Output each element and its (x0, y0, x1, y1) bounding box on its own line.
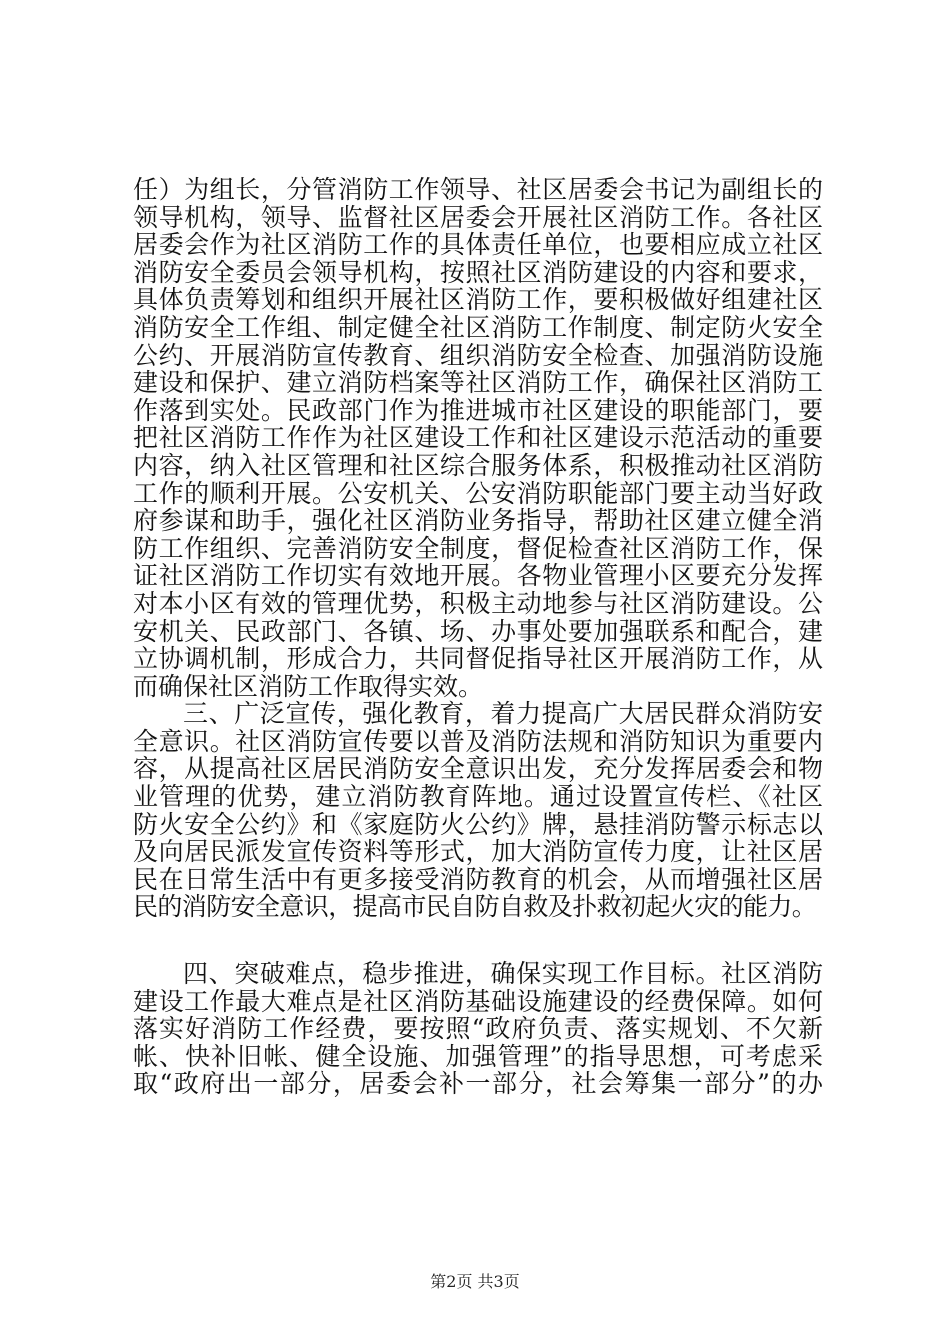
paragraph-publicity (133, 700, 823, 921)
text-line: 具体负责筹划和组织开展社区消防工作，要积极做好组建社区 (133, 285, 823, 315)
text-line: 全意识。社区消防宣传要以普及消防法规和消防知识为重要内 (133, 726, 823, 756)
text-line: 防工作组织、完善消防安全制度，督促检查社区消防工作，保 (133, 533, 823, 563)
text-line: 安机关、民政部门、各镇、场、办事处要加强联系和配合，建 (133, 616, 823, 646)
text-line: 及向居民派发宣传资料等形式，加大消防宣传力度，让社区居 (133, 837, 823, 867)
text-line: 对本小区有效的管理优势，积极主动地参与社区消防建设。公 (133, 588, 823, 618)
paragraph-gap (133, 921, 823, 960)
text-line: 而确保社区消防工作取得实效。 (133, 671, 484, 701)
text-line: 把社区消防工作作为社区建设工作和社区建设示范活动的重要 (133, 423, 823, 453)
text-line: 建设工作最大难点是社区消防基础设施建设的经费保障。如何 (133, 986, 823, 1016)
text-line: 领导机构，领导、监督社区居委会开展社区消防工作。各社区 (133, 202, 823, 232)
text-line: 立协调机制，形成合力，共同督促指导社区开展消防工作，从 (133, 644, 823, 674)
text-line: 防火安全公约》和《家庭防火公约》牌，悬挂消防警示标志以 (133, 809, 823, 839)
text-line: 任）为组长，分管消防工作领导、社区居委会书记为副组长的 (133, 175, 823, 204)
text-line: 内容，纳入社区管理和社区综合服务体系，积极推动社区消防 (133, 450, 823, 480)
paragraph-difficulties (133, 960, 823, 1098)
text-line: 消防安全委员会领导机构，按照社区消防建设的内容和要求， (133, 257, 823, 287)
page-number-footer: 第2页 共3页 (430, 1272, 520, 1291)
text-line: 民的消防安全意识，提高市民自防自救及扑救初起火灾的能力。 (133, 892, 817, 922)
text-line: 作落到实处。民政部门作为推进城市社区建设的职能部门，要 (133, 395, 823, 425)
text-line: 容，从提高社区居民消防安全意识出发，充分发挥居委会和物 (133, 754, 823, 784)
text-line: 府参谋和助手，强化社区消防业务指导，帮助社区建立健全消 (133, 506, 823, 536)
paragraph-organization (133, 176, 823, 700)
text-line: 四、突破难点，稳步推进，确保实现工作目标。社区消防 (183, 959, 823, 989)
text-line: 公约、开展消防宣传教育、组织消防安全检查、加强消防设施 (133, 340, 823, 370)
text-line: 取“政府出一部分，居委会补一部分，社会筹集一部分”的办 (133, 1069, 823, 1099)
text-line: 业管理的优势，建立消防教育阵地。通过设置宣传栏、《社区 (133, 782, 823, 812)
text-line: 民在日常生活中有更多接受消防教育的机会，从而增强社区居 (133, 864, 823, 894)
text-line: 帐、快补旧帐、健全设施、加强管理”的指导思想，可考虑采 (133, 1041, 823, 1071)
text-line: 证社区消防工作切实有效地开展。各物业管理小区要充分发挥 (133, 561, 823, 591)
text-line: 消防安全工作组、制定健全社区消防工作制度、制定防火安全 (133, 312, 823, 342)
body-text (133, 176, 823, 1098)
text-line: 三、广泛宣传，强化教育，着力提高广大居民群众消防安 (183, 699, 823, 729)
text-line: 建设和保护、建立消防档案等社区消防工作，确保社区消防工 (133, 368, 823, 398)
text-line: 工作的顺利开展。公安机关、公安消防职能部门要主动当好政 (133, 478, 823, 508)
text-line: 居委会作为社区消防工作的具体责任单位，也要相应成立社区 (133, 230, 823, 260)
text-line: 落实好消防工作经费，要按照“政府负责、落实规划、不欠新 (133, 1014, 823, 1044)
